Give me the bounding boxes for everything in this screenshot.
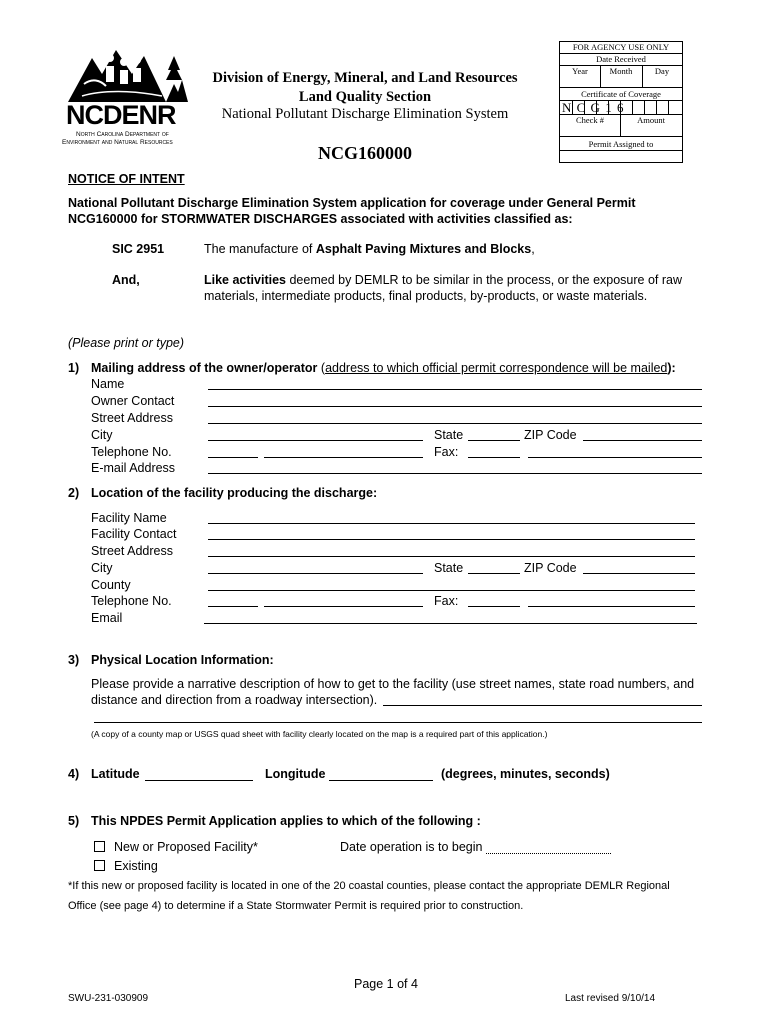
q2-facility-contact-label: Facility Contact [91, 527, 177, 541]
q4-latitude-field[interactable] [145, 780, 253, 781]
q2-email-field[interactable] [204, 623, 697, 624]
q1-phone-number-field[interactable] [264, 457, 423, 458]
q3-desc-field-2[interactable] [94, 722, 702, 723]
q1-fax-number-field[interactable] [528, 457, 702, 458]
q2-zip-field[interactable] [583, 573, 695, 574]
q1-owner-contact-field[interactable] [208, 406, 702, 407]
q5-date-begin-label: Date operation is to begin [340, 840, 483, 854]
like-activities-line-2: materials, intermediate products, final products, by-products, or waste materials. [204, 289, 648, 303]
q5-date-begin-field[interactable] [486, 853, 611, 854]
q1-email-field[interactable] [208, 473, 702, 474]
q1-zip-field[interactable] [583, 440, 702, 441]
q1-name-label: Name [91, 377, 125, 391]
check-label: Check # [575, 115, 605, 125]
q2-city-label: City [91, 561, 113, 575]
q4-longitude-field[interactable] [329, 780, 433, 781]
like-activities-line-1: Like activities deemed by DEMLR to be similar in the process, or the exposure of raw [204, 273, 683, 287]
q2-street-field[interactable] [208, 556, 695, 557]
existing-facility-label: Existing [114, 859, 158, 873]
sic-description: The manufacture of Asphalt Paving Mixtures and Blocks, [204, 242, 535, 256]
coc-label: Certificate of Coverage [581, 89, 661, 99]
q1-fax-area-field[interactable] [468, 457, 520, 458]
q2-city-field[interactable] [208, 573, 423, 574]
q2-state-field[interactable] [468, 573, 520, 574]
q2-fax-area-field[interactable] [468, 606, 520, 607]
new-facility-checkbox[interactable] [94, 841, 105, 852]
q2-county-label: County [91, 578, 131, 592]
q1-title: Mailing address of the owner/operator (address to which official permit correspondence will be mailed): [91, 361, 676, 375]
and-label: And, [112, 273, 140, 287]
system-title: National Pollutant Discharge Elimination System [221, 106, 509, 122]
q4-latitude-label: Latitude [91, 767, 140, 781]
q3-title: Physical Location Information: [91, 653, 274, 667]
print-hint: (Please print or type) [68, 336, 185, 350]
date-received-label: Date Received [596, 54, 646, 64]
q5-option-new[interactable] [94, 840, 258, 854]
q1-street-label: Street Address [91, 411, 173, 425]
q3-desc-line-2: distance and direction from a roadway intersection). [91, 693, 378, 707]
q1-phone-label: Telephone No. [91, 445, 172, 459]
q2-state-label: State [434, 561, 464, 575]
q5-option-existing[interactable] [94, 859, 158, 873]
q2-street-label: Street Address [91, 544, 173, 558]
agency-title: FOR AGENCY USE ONLY [572, 42, 670, 52]
q1-owner-contact-label: Owner Contact [91, 394, 175, 408]
ncdenr-logo [62, 44, 190, 148]
permit-assigned-label: Permit Assigned to [588, 139, 654, 149]
q2-phone-label: Telephone No. [91, 594, 172, 608]
q1-name-field[interactable] [208, 389, 702, 390]
q1-city-label: City [91, 428, 113, 442]
q1-phone-area-field[interactable] [208, 457, 258, 458]
q5-title: This NPDES Permit Application applies to which of the following : [91, 814, 481, 828]
q1-state-label: State [434, 428, 464, 442]
q2-county-field[interactable] [208, 590, 695, 591]
q2-number: 2) [68, 486, 80, 500]
q3-number: 3) [68, 653, 80, 667]
intro-line-2: NCG160000 for STORMWATER DISCHARGES associated with activities classified as: [68, 212, 573, 226]
q2-facility-contact-field[interactable] [208, 539, 695, 540]
logo-wordmark: NCDENR [66, 100, 176, 130]
logo-subtitle-1: North Carolina Department of [76, 131, 169, 138]
q3-desc-line-1: Please provide a narrative description of how to get to the facility (use street names, state road numbers, and [91, 677, 695, 691]
notice-title: NOTICE OF INTENT [68, 172, 185, 186]
new-facility-label: New or Proposed Facility* [114, 840, 258, 854]
q3-desc-field-1[interactable] [383, 705, 702, 706]
q2-phone-area-field[interactable] [208, 606, 258, 607]
q4-number: 4) [68, 767, 80, 781]
permit-number: NCG160000 [318, 143, 412, 163]
existing-facility-checkbox[interactable] [94, 860, 105, 871]
q1-state-field[interactable] [468, 440, 520, 441]
section-title: Land Quality Section [298, 89, 432, 105]
ncdenr-emblem-icon [62, 44, 190, 106]
q1-number: 1) [68, 361, 80, 375]
intro-line-1: National Pollutant Discharge Elimination System application for coverage under General Permit [68, 196, 636, 210]
form-id: SWU-231-030909 [68, 993, 149, 1004]
q2-email-label: Email [91, 611, 123, 625]
q2-zip-label: ZIP Code [524, 561, 577, 575]
q1-street-field[interactable] [208, 423, 702, 424]
q3-map-note: (A copy of a county map or USGS quad sheet with facility clearly located on the map is a required part of this application.) [91, 729, 548, 739]
agency-use-box [559, 41, 683, 163]
q4-longitude-label: Longitude [265, 767, 326, 781]
year-label: Year [572, 66, 588, 76]
q1-city-field[interactable] [208, 440, 423, 441]
day-label: Day [654, 66, 670, 76]
q2-fax-number-field[interactable] [528, 606, 695, 607]
amount-label: Amount [637, 115, 665, 125]
q2-fax-label: Fax: [434, 594, 459, 608]
q4-units-label: (degrees, minutes, seconds) [441, 767, 610, 781]
division-title: Division of Energy, Mineral, and Land Resources [212, 70, 518, 86]
logo-subtitle-2: Environment and Natural Resources [62, 139, 173, 146]
sic-code: SIC 2951 [112, 242, 165, 256]
last-revised: Last revised 9/10/14 [565, 993, 656, 1004]
q2-phone-number-field[interactable] [264, 606, 423, 607]
q2-title: Location of the facility producing the discharge: [91, 486, 378, 500]
coc-prefix: N C G 1 6 [562, 100, 625, 115]
q1-zip-label: ZIP Code [524, 428, 577, 442]
q2-facility-name-label: Facility Name [91, 511, 167, 525]
q5-footnote-line-2: Office (see page 4) to determine if a State Stormwater Permit is required prior to construction. [68, 900, 524, 912]
q5-number: 5) [68, 814, 80, 828]
q1-fax-label: Fax: [434, 445, 459, 459]
q2-facility-name-field[interactable] [208, 523, 695, 524]
month-label: Month [609, 66, 633, 76]
q5-footnote-line-1: *If this new or proposed facility is located in one of the 20 coastal counties, please contact the appropriate DEMLR Regional [68, 880, 670, 892]
page-number: Page 1 of 4 [354, 977, 418, 991]
q1-email-label: E-mail Address [91, 461, 176, 475]
